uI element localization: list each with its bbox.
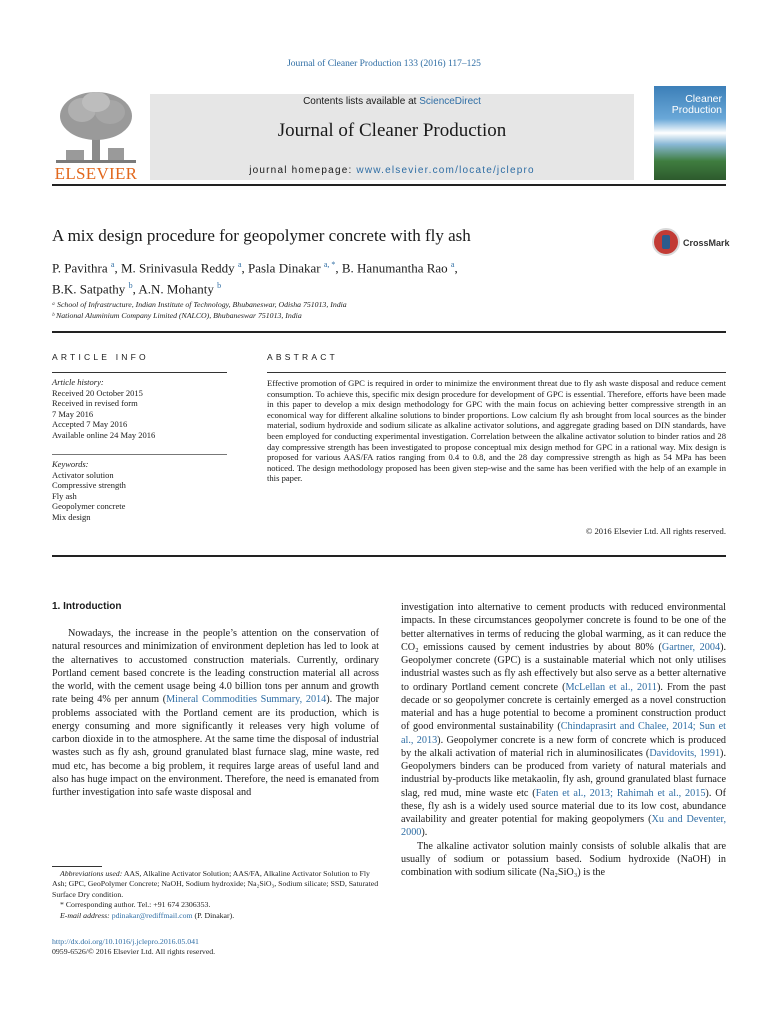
history-item: Received in revised form	[52, 398, 138, 408]
paper-title: A mix design procedure for geopolymer concrete with fly ash	[52, 226, 471, 245]
elsevier-logo	[52, 88, 140, 184]
sciencedirect-link[interactable]: ScienceDirect	[419, 96, 481, 107]
email-link[interactable]: pdinakar@rediffmail.com	[111, 910, 193, 920]
reference-link[interactable]: Davidovits, 1991	[649, 747, 721, 759]
contents-line: Contents lists available at ScienceDirect	[303, 96, 481, 107]
author-affiliation-mark[interactable]: a	[450, 260, 455, 269]
crossmark-label: CrossMark	[683, 238, 730, 248]
author-name[interactable]: B. Hanumantha Rao	[341, 260, 448, 276]
history-label: Article history:	[52, 377, 104, 387]
elsevier-tree-icon	[52, 88, 140, 164]
reference-link[interactable]: Mineral Commodities Summary, 2014	[166, 694, 327, 706]
abstract-copyright: © 2016 Elsevier Ltd. All rights reserved.	[585, 526, 726, 536]
email-footnote: E-mail address: pdinakar@rediffmail.com (P. Dinakar).	[60, 910, 235, 920]
intro-paragraph-2: The alkaline activator solution mainly consists of soluble alkalis that are usually of sodium or potassium based. Sodium hydroxide (NaOH) in combination with sodium silicate (Na₂SiO₃) is the	[401, 840, 726, 878]
author-affiliation-mark[interactable]: a	[110, 260, 115, 269]
article-history	[52, 377, 227, 440]
section-heading-introduction: 1. Introduction	[52, 601, 122, 612]
intro-paragraph-right: investigation into alternative to cement products with reduced environmental impacts. In these circumstances geopolymer concrete is found to be one of the better alternatives in terms of reducing the global warming, as it can reduce the CO₂ emissions caused by cement industries by about 80% (Gartner, 2004). Geopolymer concrete (GPC) is a sustainable material which not only utilises industrial wastes such as fly ash effectively but also serve as a better alternative to ordinary Portland cement concrete (McLellan et al., 2011). From the past decade or so geopolymer concrete is certainly emerged as a novel construction material and has a huge potential to become a prominent construction product of good environmental sustainability (Chindaprasirt and Chalee, 2014; Sun et al., 2013). Geopolymer concrete is a new form of concrete which is produced by the alkali activation of material rich in aluminosilicates (Davidovits, 1991). Geopolymers binders can be produced from variety of natural materials and industrial by-products like metakaolin, fly ash, ground granulated blast furnace slag, red mud, mine waste etc (Faten et al., 2013; Rahimah et al., 2015). Of these, fly ash is a widely used source material due to its low cost, abundance availability and greater potential for making geopolymers (Xu and Deventer, 2000). The alkaline activator solution mainly consists of soluble alkalis that are usually of sodium or potassium based. Sodium hydroxide (NaOH) in combination with sodium silicate (Na₂SiO₃) is the	[401, 602, 727, 878]
journal-cover-image	[654, 86, 726, 180]
keyword-item: Compressive strength	[52, 480, 126, 490]
keywords-label: Keywords:	[52, 459, 89, 469]
front-matter-divider	[52, 555, 726, 557]
reference-link[interactable]: Xu and Deventer, 2000	[401, 814, 726, 839]
keyword-item: Fly ash	[52, 490, 77, 501]
keywords-block	[52, 459, 227, 522]
author-name[interactable]: B.K. Satpathy	[52, 281, 126, 297]
affiliation-a: ᵃ School of Infrastructure, Indian Institute of Technology, Bhubaneswar, Odisha 751013, India	[52, 300, 347, 309]
elsevier-wordmark: ELSEVIER	[54, 164, 138, 183]
keyword-item: Activator solution	[52, 469, 114, 480]
corresponding-author-footnote: * Corresponding author. Tel.: +91 674 2306353.	[60, 900, 211, 910]
author-name[interactable]: A.N. Mohanty	[138, 281, 214, 297]
journal-masthead	[150, 94, 634, 180]
homepage-line: journal homepage: www.elsevier.com/locate/jclepro	[249, 165, 535, 176]
article-info-rule	[52, 372, 227, 373]
author-affiliation-mark[interactable]: b	[128, 281, 133, 291]
affiliation-b: ᵇ National Aluminium Company Limited (NALCO), Bhubaneswar 751013, India	[52, 311, 302, 320]
doi-block	[52, 937, 215, 958]
author-affiliation-mark[interactable]: a, *	[323, 260, 336, 269]
keyword-item: Geopolymer concrete	[52, 501, 126, 511]
doi-link[interactable]: http://dx.doi.org/10.1016/j.jclepro.2016.05.041	[52, 937, 199, 946]
masthead-divider	[52, 184, 726, 186]
issn-line: 0959-6526/© 2016 Elsevier Ltd. All rights reserved.	[52, 947, 216, 957]
author-name[interactable]: Pasla Dinakar	[248, 260, 321, 276]
history-item: Available online 24 May 2016	[52, 429, 156, 440]
reference-link[interactable]: McLellan et al., 2011	[565, 681, 657, 693]
author-name[interactable]: M. Srinivasula Reddy	[120, 260, 235, 276]
footnote-rule	[52, 866, 102, 867]
homepage-link[interactable]: www.elsevier.com/locate/jclepro	[356, 165, 535, 176]
author-affiliation-mark[interactable]: b	[217, 281, 222, 291]
keyword-item: Mix design	[52, 511, 91, 522]
article-info-heading: ARTICLE INFO	[52, 352, 149, 362]
reference-link[interactable]: Chindaprasirt and Chalee, 2014; Sun et al., 2013	[401, 721, 726, 746]
journal-citation[interactable]: Journal of Cleaner Production 133 (2016) 117–125	[287, 59, 481, 69]
reference-link[interactable]: Gartner, 2004	[661, 641, 721, 653]
abstract-text: Effective promotion of GPC is required in order to minimize the environment threat due to fly ash waste disposal and reduce cement consumption. To achieve this, specific mix design procedure for development of GPC is essential. Therefore, efforts have been made in this paper to develop a mix design methodology for GPC with the main focus on achieving better compressive strength in an economical way for different alkaline solutions to binder proportions. Low calcium fly ash brought from local sources as the binder material, sodium hydroxide and sodium silicate as alkaline activator solutions, and aggregate grading based on DIN standards, have been employed for conducting experimental investigation. Correlation between the alkaline activator solution to binder ratios and 28 day compressive strength has been investigated to propose conceptual mix design method for GPC in a rational way. Mix design is proposed for various AAS/FA ratios ranging from 0.4 to 0.8, and the 28 day compressive strength as high as 54 MPa has been noticed. The design methodology proposed has been given step-wise and the same has been verified with the help of an example in this paper.	[267, 378, 726, 484]
history-item: Received 20 October 2015	[52, 387, 143, 398]
abbreviations-footnote: Abbreviations used: AAS, Alkaline Activator Solution; AAS/FA, Alkaline Activator Solution to Fly Ash; GPC, GeoPolymer Concrete; NaOH, Sodium hydroxide; Na₂SiO₃, Sodium silicate; SSD, Saturated Surface Dry condition.	[52, 869, 379, 899]
title-divider	[52, 331, 726, 333]
author-list: P. Pavithra $^a$, M. Srinivasula Reddy $^a$, Pasla Dinakar $^{a, *}$, B. Hanumantha Rao $^a$, B.K. Satpathy $^b$, A.N. Mohanty $^b$	[52, 260, 458, 297]
abstract-heading: ABSTRACT	[267, 352, 338, 362]
author-name[interactable]: P. Pavithra	[52, 260, 108, 276]
intro-paragraph-left: Nowadays, the increase in the people’s attention on the conservation of natural resources and minimization of environment depletion has led to look at the alternatives to accustomed construction materials. Currently, ordinary Portland cement based concrete is the leading construction material all across the world, with the cement usage being 4.0 billion tons per annum and growth rate being 4% per annum (Mineral Commodities Summary, 2014). The major problems associated with the Portland cement are its production, which is energy consuming and more significantly it releases very high volume of carbon dioxide in to the atmosphere. At the same time the disposal of industrial wastes such as fly ash, ground granulated blast furnace slag, mine waste, red mud etc, has become a big problem, it requires large areas of useful land and also has huge impact on the environment. Therefore, the need is emanated from further investigation into safe waste disposal and	[52, 628, 380, 798]
reference-link[interactable]: Faten et al., 2013; Rahimah et al., 2015	[535, 787, 706, 799]
crossmark-icon	[652, 228, 680, 256]
keywords-rule	[52, 454, 227, 455]
abstract-rule	[267, 372, 726, 373]
history-item: 7 May 2016	[52, 408, 94, 419]
journal-title: Journal of Cleaner Production	[277, 120, 507, 141]
author-affiliation-mark[interactable]: a	[237, 260, 242, 269]
cover-title: Cleaner Production	[671, 93, 722, 116]
footnotes	[52, 869, 382, 921]
history-item: Accepted 7 May 2016	[52, 419, 128, 429]
